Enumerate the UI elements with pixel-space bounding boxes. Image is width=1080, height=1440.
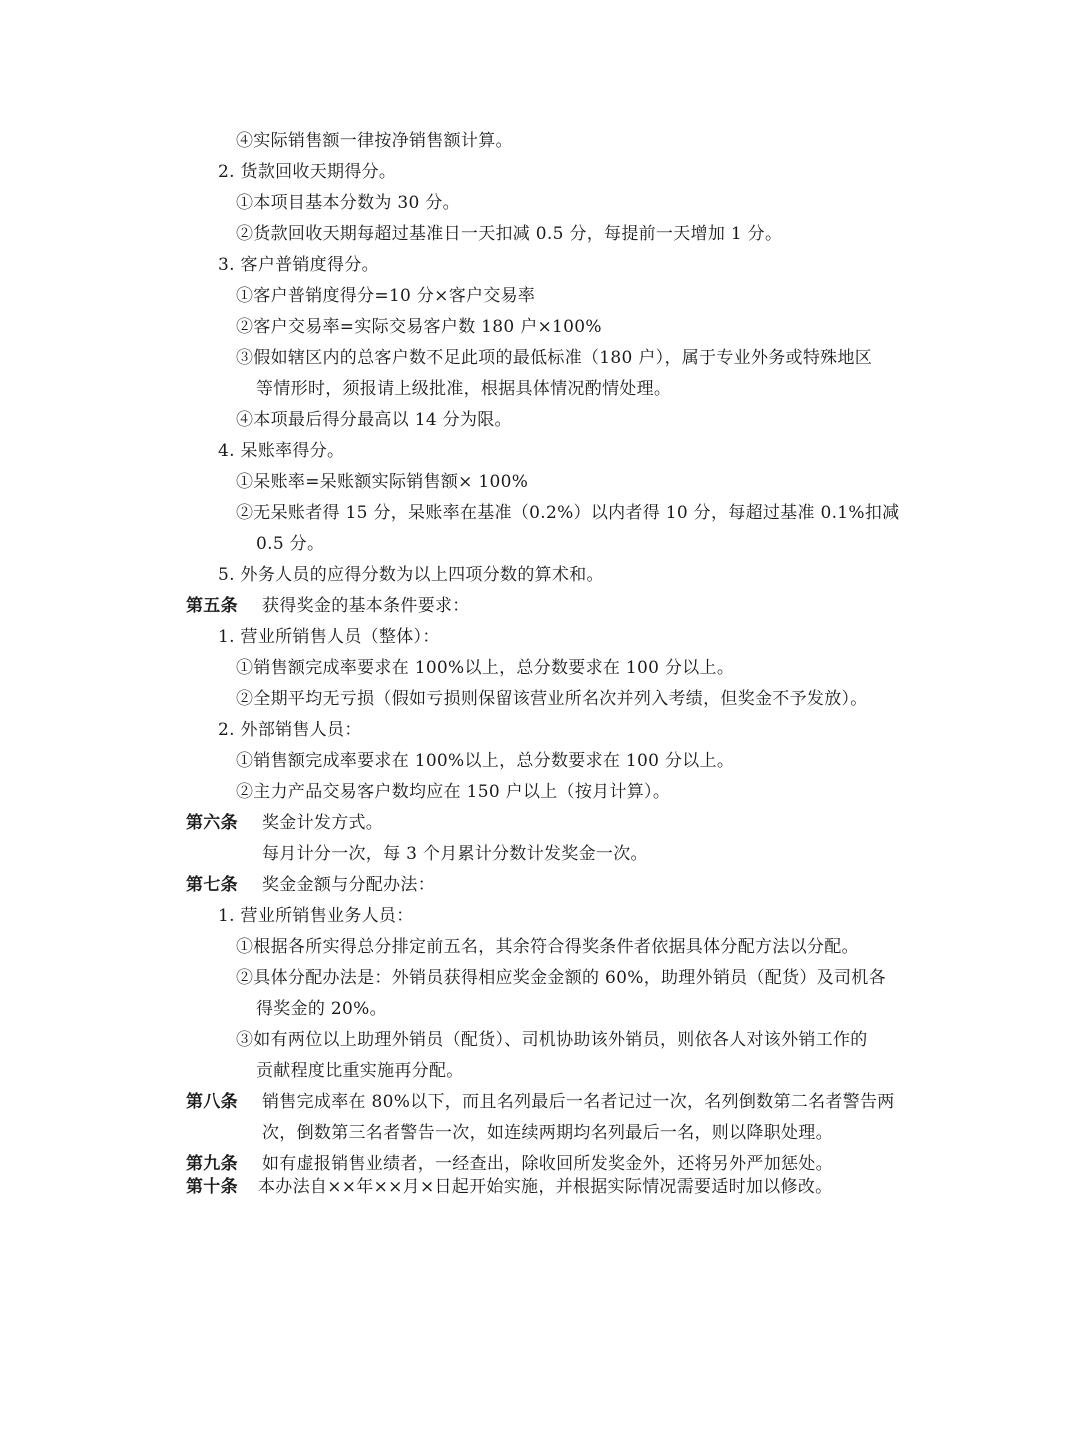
clause-item: ②主力产品交易客户数均应在 150 户以上（按月计算）。 <box>236 782 671 802</box>
section-heading: 2. 货款回收天期得分。 <box>218 162 397 182</box>
clause-item: ④实际销售额一律按净销售额计算。 <box>236 131 513 151</box>
clause-item: ④本项最后得分最高以 14 分为限。 <box>236 410 512 430</box>
article-body: 如有虚报销售业绩者，一经查出，除收回所发奖金外，还将另外严加惩处。 <box>262 1154 833 1174</box>
clause-item: ②客户交易率=实际交易客户数 180 户×100% <box>236 317 602 337</box>
clause-item: ①本项目基本分数为 30 分。 <box>236 193 460 213</box>
clause-item: ①销售额完成率要求在 100%以上，总分数要求在 100 分以上。 <box>236 751 735 771</box>
clause-item: ②全期平均无亏损（假如亏损则保留该营业所名次并列入考绩，但奖金不予发放）。 <box>236 689 868 709</box>
clause-continuation: 贡献程度比重实施再分配。 <box>256 1061 464 1081</box>
clause-item: ①销售额完成率要求在 100%以上，总分数要求在 100 分以上。 <box>236 658 735 678</box>
article-title: 奖金计发方式。 <box>262 813 384 833</box>
clause-item: ②具体分配办法是：外销员获得相应奖金金额的 60%，助理外销员（配货）及司机各 <box>236 968 886 988</box>
article-title: 奖金金额与分配办法： <box>262 875 435 895</box>
clause-continuation: 等情形时，须报请上级批准，根据具体情况酌情处理。 <box>256 379 672 399</box>
article-label: 第九条 <box>186 1154 238 1174</box>
article-label: 第十条 <box>186 1177 238 1197</box>
article-title: 获得奖金的基本条件要求： <box>262 596 470 616</box>
article-label: 第八条 <box>186 1092 238 1112</box>
article-label: 第七条 <box>186 875 238 895</box>
section-heading: 2. 外部销售人员： <box>218 720 362 740</box>
clause-item: ①呆账率=呆账额实际销售额× 100% <box>236 472 529 492</box>
section-heading: 4. 呆账率得分。 <box>218 441 345 461</box>
clause-item: ①根据各所实得总分排定前五名，其余符合得奖条件者依据具体分配方法以分配。 <box>236 937 859 957</box>
clause-continuation: 0.5 分。 <box>256 534 325 554</box>
clause-item: ③假如辖区内的总客户数不足此项的最低标准（180 户），属于专业外务或特殊地区 <box>236 348 873 368</box>
article-body: 销售完成率在 80%以下，而且名列最后一名者记过一次，名列倒数第二名者警告两 <box>262 1092 895 1112</box>
article-body: 本办法自××年××月×日起开始实施，并根据实际情况需要适时加以修改。 <box>258 1177 833 1197</box>
article-label: 第六条 <box>186 813 238 833</box>
section-heading: 3. 客户普销度得分。 <box>218 255 379 275</box>
clause-item: ③如有两位以上助理外销员（配货）、司机协助该外销员，则依各人对该外销工作的 <box>236 1030 868 1050</box>
clause-continuation: 得奖金的 20%。 <box>256 999 387 1019</box>
clause-item: ①客户普销度得分=10 分×客户交易率 <box>236 286 536 306</box>
clause-item: ②无呆账者得 15 分，呆账率在基准（0.2%）以内者得 10 分，每超过基准 0.1%扣减 <box>236 503 900 523</box>
article-body: 每月计分一次，每 3 个月累计分数计发奖金一次。 <box>262 844 648 864</box>
article-label: 第五条 <box>186 596 238 616</box>
section-heading: 5. 外务人员的应得分数为以上四项分数的算术和。 <box>218 565 604 585</box>
clause-item: ②货款回收天期每超过基准日一天扣减 0.5 分，每提前一天增加 1 分。 <box>236 224 783 244</box>
section-heading: 1. 营业所销售人员（整体）： <box>218 627 440 647</box>
section-heading: 1. 营业所销售业务人员： <box>218 906 414 926</box>
article-continuation: 次，倒数第三名者警告一次，如连续两期均名列最后一名，则以降职处理。 <box>262 1123 833 1143</box>
